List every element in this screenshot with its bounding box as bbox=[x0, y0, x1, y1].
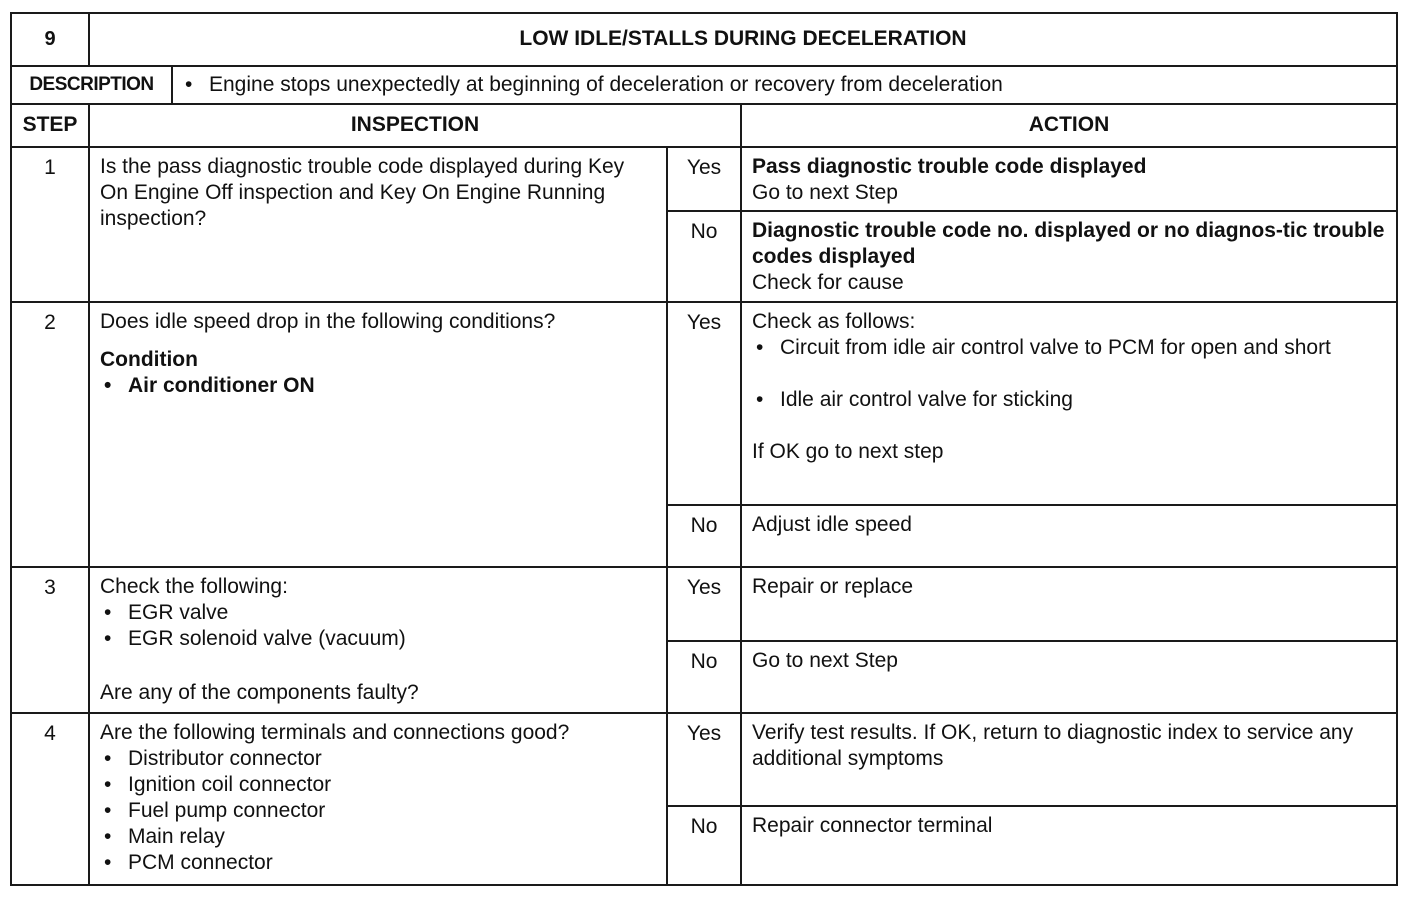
inspection-column-header: INSPECTION bbox=[89, 104, 741, 146]
step-inspection bbox=[89, 713, 667, 885]
yes-action-title: Pass diagnostic trouble code displayed bbox=[752, 154, 1147, 178]
step-inspection bbox=[89, 567, 667, 713]
terminal-item: • Ignition coil connector bbox=[100, 772, 656, 798]
step-inspection: Is the pass diagnostic trouble code displayed during Key On Engine Off inspection and Key On Engine Running inspection? bbox=[89, 147, 667, 303]
no-action-title: Diagnostic trouble code no. displayed or no diagnos-tic trouble codes displayed bbox=[752, 219, 1385, 269]
yes-action-footer: If OK go to next step bbox=[752, 440, 944, 464]
description-label: DESCRIPTION bbox=[12, 67, 172, 103]
inspection-intro: Check the following: bbox=[100, 575, 288, 599]
yes-label: Yes bbox=[667, 147, 741, 212]
no-action: Go to next Step bbox=[741, 641, 1397, 713]
component-item: • EGR valve bbox=[100, 600, 656, 626]
yes-action bbox=[741, 302, 1397, 504]
yes-label: Yes bbox=[667, 713, 741, 806]
no-action: Adjust idle speed bbox=[741, 505, 1397, 568]
check-item: • Idle air control valve for sticking bbox=[752, 387, 1386, 413]
diagnostic-table bbox=[10, 12, 1398, 886]
description-row bbox=[11, 66, 1397, 104]
title-row bbox=[11, 13, 1397, 66]
yes-action: Repair or replace bbox=[741, 567, 1397, 641]
terminal-list bbox=[100, 746, 656, 876]
yes-action-intro: Check as follows: bbox=[752, 310, 916, 334]
condition-list bbox=[100, 373, 656, 399]
description-text bbox=[172, 67, 1396, 103]
terminal-item: • Fuel pump connector bbox=[100, 798, 656, 824]
step-row bbox=[11, 567, 1397, 641]
step-number: 2 bbox=[11, 302, 89, 567]
yes-label: Yes bbox=[667, 302, 741, 504]
step-row bbox=[11, 147, 1397, 212]
diagnostic-table-sheet bbox=[10, 12, 1396, 886]
column-header-row bbox=[11, 104, 1397, 146]
no-label: No bbox=[667, 641, 741, 713]
component-list bbox=[100, 600, 656, 652]
yes-action: Verify test results. If OK, return to diagnostic index to service any additional symptoms bbox=[741, 713, 1397, 806]
yes-label: Yes bbox=[667, 567, 741, 641]
condition-title: Condition bbox=[100, 348, 198, 372]
step-inspection bbox=[89, 302, 667, 567]
yes-action-text: Go to next Step bbox=[752, 180, 898, 204]
inspection-question: Are any of the components faulty? bbox=[100, 681, 419, 705]
terminal-item: • PCM connector bbox=[100, 850, 656, 876]
step-number: 3 bbox=[11, 567, 89, 713]
troubleshooting-number: 9 bbox=[11, 13, 89, 66]
step-column-header: STEP bbox=[11, 104, 89, 146]
component-item: • EGR solenoid valve (vacuum) bbox=[100, 626, 656, 652]
no-label: No bbox=[667, 505, 741, 568]
no-label: No bbox=[667, 806, 741, 885]
description-inner bbox=[12, 67, 1396, 103]
inspection-question: Does idle speed drop in the following conditions? bbox=[100, 310, 556, 334]
condition-item: • Air conditioner ON bbox=[100, 373, 656, 399]
step-row bbox=[11, 302, 1397, 504]
no-action: Repair connector terminal bbox=[741, 806, 1397, 885]
step-number: 4 bbox=[11, 713, 89, 885]
troubleshooting-title: LOW IDLE/STALLS DURING DECELERATION bbox=[89, 13, 1397, 66]
step-number: 1 bbox=[11, 147, 89, 303]
description-item: • Engine stops unexpectedly at beginning of deceleration or recovery from deceleration bbox=[181, 73, 1396, 97]
check-list bbox=[752, 335, 1386, 413]
check-item: • Circuit from idle air control valve to PCM for open and short bbox=[752, 335, 1386, 361]
yes-action bbox=[741, 147, 1397, 212]
step-row bbox=[11, 713, 1397, 806]
action-column-header: ACTION bbox=[741, 104, 1397, 146]
terminal-item: • Main relay bbox=[100, 824, 656, 850]
inspection-question: Are the following terminals and connections good? bbox=[100, 720, 570, 744]
no-label: No bbox=[667, 211, 741, 302]
no-action-text: Check for cause bbox=[752, 271, 904, 295]
no-action bbox=[741, 211, 1397, 302]
terminal-item: • Distributor connector bbox=[100, 746, 656, 772]
description-cell bbox=[11, 66, 1397, 104]
